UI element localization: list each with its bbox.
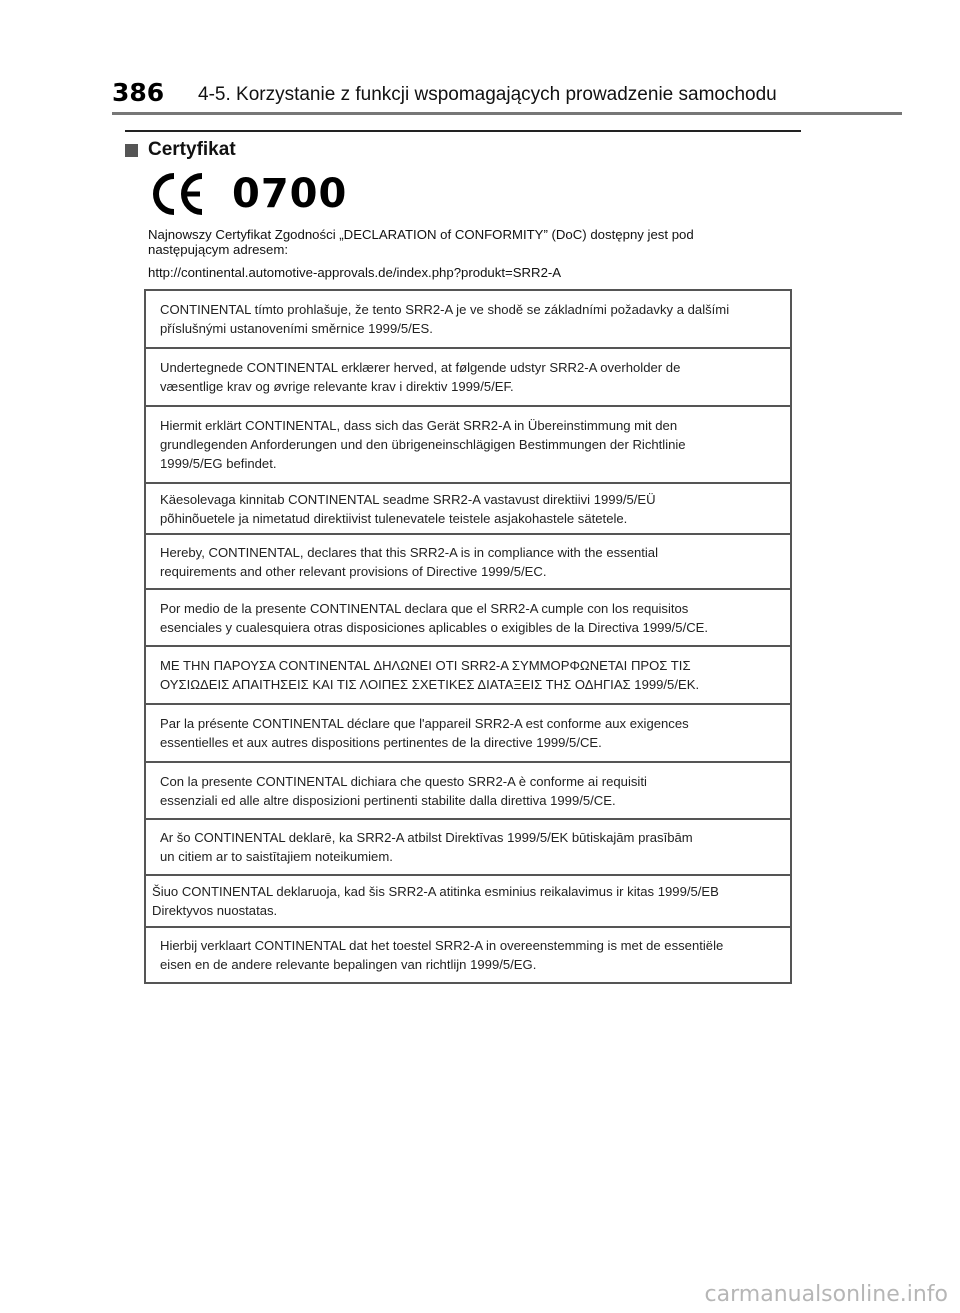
square-bullet-icon: [125, 144, 138, 157]
declaration-line: essenziali ed alle altre disposizioni pertinenti stabilite dalla direttiva 1999/5/CE.: [160, 792, 616, 808]
chapter-title: 4-5. Korzystanie z funkcji wspomagających prowadzenie samochodu: [198, 84, 777, 105]
declaration-nl: [146, 928, 790, 982]
declaration-line: põhinõuetele ja nimetatud direktiivist tulenevatele teistele asjakohastele sätetele.: [160, 510, 628, 526]
declaration-da: [146, 349, 790, 407]
declaration-fr: [146, 705, 790, 763]
declaration-line: Por medio de la presente CONTINENTAL declara que el SRR2-A cumple con los requisitos: [160, 600, 689, 616]
declaration-line: esenciales y cualesquiera otras disposiciones aplicables o exigibles de la Directiva 1999/5/CE.: [160, 619, 709, 635]
watermark: carmanualsonline.info: [704, 1282, 948, 1307]
doc-url: http://continental.automotive-approvals.de/index.php?produkt=SRR2-A: [148, 265, 562, 280]
declaration-line: Con la presente CONTINENTAL dichiara che questo SRR2-A è conforme ai requisiti: [160, 773, 647, 789]
declaration-lt: [146, 876, 790, 928]
intro-text: Najnowszy Certyfikat Zgodności „DECLARATION of CONFORMITY” (DoC) dostępny jest pod następującym adresem:: [148, 227, 694, 257]
declaration-line: Direktyvos nuostatas.: [152, 903, 278, 918]
declaration-line: grundlegenden Anforderungen und den übrigeneinschlägigen Bestimmungen der Richtlinie: [160, 437, 686, 452]
ce-logo-icon: [150, 172, 208, 216]
declaration-en: [146, 535, 790, 590]
declaration-lv: [146, 820, 790, 876]
declaration-line: Undertegnede CONTINENTAL erklærer herved, at følgende udstyr SRR2-A overholder de: [160, 360, 681, 375]
declaration-es: [146, 590, 790, 647]
declaration-box: [144, 289, 792, 984]
page-number: 386: [112, 78, 165, 107]
declaration-line: Šiuo CONTINENTAL deklaruoja, kad šis SRR2-A atitinka esminius reikalavimus ir kitas 1999/5/EB: [152, 884, 719, 899]
declaration-it: [146, 763, 790, 820]
section-heading: [125, 139, 236, 161]
declaration-line: Käesolevaga kinnitab CONTINENTAL seadme SRR2-A vastavust direktiivi 1999/5/EÜ: [160, 491, 656, 507]
declaration-el: [146, 647, 790, 705]
declaration-line: Hierbij verklaart CONTINENTAL dat het toestel SRR2-A in overeenstemming is met de essentiële: [160, 938, 724, 953]
declaration-line: 1999/5/EG befindet.: [160, 456, 277, 471]
declaration-line: Ar šo CONTINENTAL deklarē, ka SRR2-A atbilst Direktīvas 1999/5/EK būtiskajām prasībām: [160, 830, 693, 845]
declaration-line: CONTINENTAL tímto prohlašuje, že tento SRR2-A je ve shodě se základními požadavky a dalšími: [160, 302, 730, 317]
declaration-line: un citiem ar to saistītajiem noteikumiem.: [160, 849, 393, 864]
declaration-line: eisen en de andere relevante bepalingen van richtlijn 1999/5/EG.: [160, 957, 537, 972]
section-heading-text: Certyfikat: [148, 139, 236, 160]
declaration-line: essentielles et aux autres dispositions pertinentes de la directive 1999/5/CE.: [160, 735, 602, 750]
declaration-line: ΜΕ ΤΗΝ ΠΑΡΟΥΣΑ CONTINENTAL ΔΗΛΩΝΕΙ ΟΤΙ SRR2-A ΣΥΜΜΟΡΦΩΝΕΤΑΙ ΠΡΟΣ ΤΙΣ: [160, 658, 691, 673]
declaration-line: requirements and other relevant provisions of Directive 1999/5/EC.: [160, 563, 547, 579]
declaration-line: Hiermit erklärt CONTINENTAL, dass sich das Gerät SRR2-A in Übereinstimmung mit den: [160, 418, 678, 433]
declaration-line: ΟΥΣΙΩΔΕΙΣ ΑΠΑΙΤΗΣΕΙΣ ΚΑΙ ΤΙΣ ΛΟΙΠΕΣ ΣΧΕΤΙΚΕΣ ΔΙΑΤΑΞΕΙΣ ΤΗΣ ΟΔΗΓΙΑΣ 1999/5/ΕΚ.: [160, 677, 700, 692]
declaration-line: Hereby, CONTINENTAL, declares that this SRR2-A is in compliance with the essential: [160, 544, 658, 560]
declaration-line: příslušnými ustanoveními směrnice 1999/5/ES.: [160, 321, 433, 336]
declaration-line: Par la présente CONTINENTAL déclare que l'appareil SRR2-A est conforme aux exigences: [160, 716, 689, 731]
declaration-et: [146, 482, 790, 535]
page-header: [0, 0, 960, 118]
declaration-cs: [146, 291, 790, 349]
declaration-de: [146, 407, 790, 482]
header-rule: [112, 112, 902, 115]
declaration-line: væsentlige krav og øvrige relevante krav i direktiv 1999/5/EF.: [160, 379, 514, 394]
section-rule: [125, 130, 801, 132]
ce-mark: [150, 171, 347, 217]
ce-number: 0700: [232, 171, 348, 217]
